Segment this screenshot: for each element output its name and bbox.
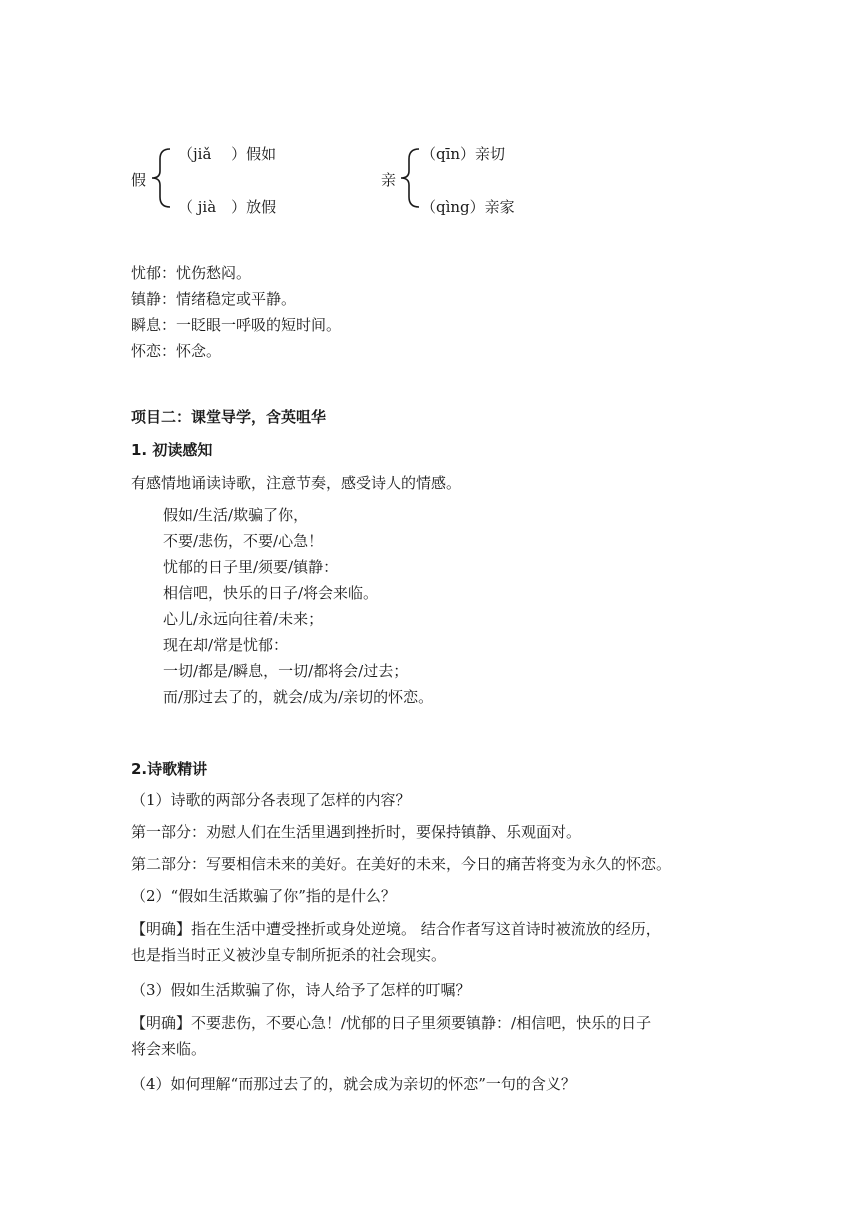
answer-text: 第一部分：劝慰人们在生活里遇到挫折时，要保持镇静、乐观面对。	[131, 823, 582, 841]
poem-line: 而/那过去了的，就会/成为/亲切的怀恋。	[163, 688, 434, 706]
poem-line: 一切/都是/瞬息，一切/都将会/过去；	[163, 662, 409, 680]
answer-text: 第二部分：写要相信未来的美好。在美好的未来，今日的痛苦将变为永久的怀恋。	[131, 855, 672, 873]
question-text: （4）如何理解“而那过去了的，就会成为亲切的怀恋”一句的含义？	[131, 1075, 576, 1093]
question-text: （2）“假如生活欺骗了你”指的是什么？	[131, 887, 396, 905]
question-text: （3）假如生活欺骗了你，诗人给予了怎样的叮嘱？	[131, 981, 471, 999]
answer-text: 将会来临。	[131, 1040, 207, 1058]
subsection-heading: 2.诗歌精讲	[131, 760, 208, 778]
vocab-item: 怀恋：怀念。	[131, 342, 222, 360]
poem-line: 假如/生活/欺骗了你，	[163, 506, 309, 524]
poem-line: 不要/悲伤，不要/心急！	[163, 532, 324, 550]
subsection-heading: 1. 初读感知	[131, 441, 213, 459]
answer-text: 也是指当时正义被沙皇专制所扼杀的社会现实。	[131, 946, 447, 964]
poem-line: 现在却/常是忧郁：	[163, 636, 289, 654]
question-text: （1）诗歌的两部分各表现了怎样的内容？	[131, 791, 411, 809]
reading-qin-2: （qìng）亲家	[421, 198, 515, 216]
polyphone-char-jia: 假	[131, 171, 147, 189]
vocab-item: 镇静：情绪稳定或平静。	[131, 290, 297, 308]
answer-text: 【明确】不要悲伤，不要心急！/忧郁的日子里须要镇静：/相信吧，快乐的日子	[131, 1014, 652, 1032]
section-heading: 项目二：课堂导学，含英咀华	[131, 408, 327, 426]
poem-line: 忧郁的日子里/须要/镇静：	[163, 558, 339, 576]
reading-jia-1: （jiǎ ）假如	[178, 145, 277, 163]
vocab-item: 忧郁：忧伤愁闷。	[131, 264, 252, 282]
answer-text: 【明确】指在生活中遭受挫折或身处逆境。 结合作者写这首诗时被流放的经历，	[131, 920, 661, 938]
left-brace-icon	[150, 147, 172, 209]
left-brace-icon	[399, 147, 421, 209]
polyphone-char-qin: 亲	[381, 171, 397, 189]
instruction-text: 有感情地诵读诗歌，注意节奏，感受诗人的情感。	[131, 474, 462, 492]
poem-line: 心儿/永远向往着/未来；	[163, 610, 324, 628]
vocab-item: 瞬息：一眨眼一呼吸的短时间。	[131, 316, 342, 334]
reading-jia-2: （ jià ）放假	[178, 198, 277, 216]
poem-line: 相信吧，快乐的日子/将会来临。	[163, 584, 379, 602]
reading-qin-1: （qīn）亲切	[421, 145, 506, 163]
